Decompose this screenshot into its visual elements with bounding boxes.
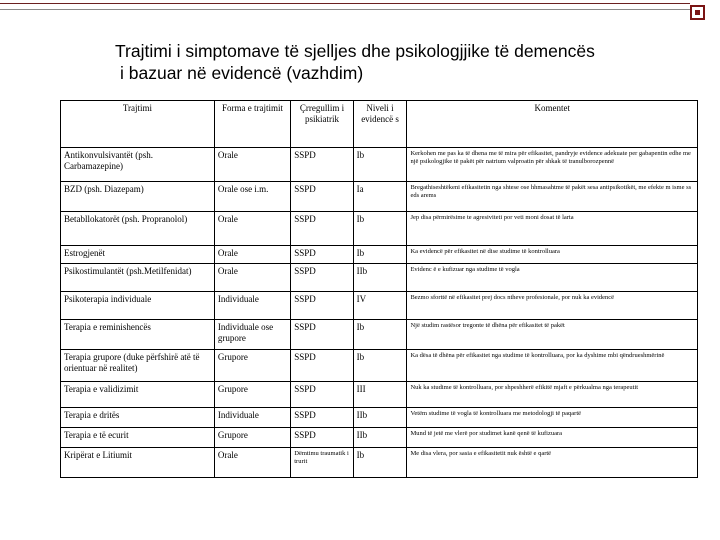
cell-niveli: IIb: [353, 408, 407, 428]
cell-forma: Orale: [214, 246, 290, 264]
cell-forma: Grupore: [214, 350, 290, 382]
slide-title-line-1: Trajtimi i simptomave të sjelljes dhe psikologjjike të demencës: [115, 41, 595, 61]
cell-forma: Grupore: [214, 428, 290, 448]
cell-crregullim: SSPD: [291, 408, 353, 428]
cell-trajtimi: Terapia e validizimit: [61, 382, 215, 408]
cell-trajtimi: Psikostimulantët (psh.Metilfenidat): [61, 264, 215, 292]
cell-komentet: Kerkohen me pas ka të dhena me të mira për efikasitet, pandryje evidence adekuate per gabapentin edhe me një psikologjike të pakët për natrium valproatin për shkak të tranulborozpennë: [407, 148, 698, 182]
cell-forma: Orale: [214, 448, 290, 478]
slide-title: [115, 40, 705, 84]
cell-trajtimi: BZD (psh. Diazepam): [61, 182, 215, 212]
top-rule: [0, 3, 690, 4]
cell-trajtimi: Terapia e reminishencës: [61, 320, 215, 350]
cell-trajtimi: Psikoterapia individuale: [61, 292, 215, 320]
cell-niveli: Ib: [353, 246, 407, 264]
table-row: [61, 292, 698, 320]
table-row: [61, 264, 698, 292]
header-trajtimi: Trajtimi: [61, 101, 215, 148]
cell-trajtimi: Terapia e të ecurit: [61, 428, 215, 448]
table-row: [61, 448, 698, 478]
table-header-row: [61, 101, 698, 148]
cell-komentet: Një studim rastësor tregonte të dhëna për efikasitet të pakët: [407, 320, 698, 350]
cell-niveli: Ib: [353, 148, 407, 182]
header-forma: Forma e trajtimit: [214, 101, 290, 148]
corner-square-inner: [695, 10, 700, 15]
cell-niveli: Ia: [353, 182, 407, 212]
cell-niveli: III: [353, 382, 407, 408]
cell-forma: Individuale: [214, 408, 290, 428]
cell-komentet: Nuk ka studime të kontrolluara, por shpeshherë efikitë mjaft e përkualma nga terapeutit: [407, 382, 698, 408]
cell-forma: Individuale: [214, 292, 290, 320]
slide-title-line-2: i bazuar në evidencë (vazhdim): [120, 63, 364, 83]
table-row: [61, 148, 698, 182]
cell-crregullim: SSPD: [291, 320, 353, 350]
table-row: [61, 382, 698, 408]
table-row: [61, 350, 698, 382]
cell-crregullim: SSPD: [291, 212, 353, 246]
cell-crregullim: SSPD: [291, 350, 353, 382]
cell-komentet: Vetëm studime të vogla të kontrolluara me metodologji të paqartë: [407, 408, 698, 428]
slide-corner-square-icon: [690, 5, 705, 20]
cell-crregullim: SSPD: [291, 292, 353, 320]
cell-forma: Orale: [214, 148, 290, 182]
cell-crregullim: SSPD: [291, 182, 353, 212]
header-komentet: Komentet: [407, 101, 698, 148]
cell-niveli: Ib: [353, 350, 407, 382]
cell-trajtimi: Antikonvulsivantët (psh. Carbamazepine): [61, 148, 215, 182]
table-row: [61, 428, 698, 448]
cell-trajtimi: Kripërat e Litiumit: [61, 448, 215, 478]
table-row: [61, 408, 698, 428]
cell-niveli: IIb: [353, 264, 407, 292]
cell-forma: Orale: [214, 264, 290, 292]
cell-komentet: Mund të jetë me vlerë por studimet kanë qenë të kufizuara: [407, 428, 698, 448]
cell-crregullim: SSPD: [291, 428, 353, 448]
cell-trajtimi: Estrogjenët: [61, 246, 215, 264]
cell-crregullim: Dëmtimu traumatik i trurit: [291, 448, 353, 478]
cell-komentet: Jep disa përmirësime te agresiviteti por veti moni dosat të larta: [407, 212, 698, 246]
cell-forma: Orale: [214, 212, 290, 246]
cell-komentet: Ka evidencë për efikasitet në dise studime të kontrolluara: [407, 246, 698, 264]
cell-komentet: Bezmo sforttë në efikasitet prej docs ntheve profesionale, por nuk ka evidencë: [407, 292, 698, 320]
slide-top-decoration: [0, 0, 720, 22]
cell-crregullim: SSPD: [291, 264, 353, 292]
treatment-evidence-table: [60, 100, 698, 478]
table-row: [61, 182, 698, 212]
cell-crregullim: SSPD: [291, 382, 353, 408]
cell-niveli: IIb: [353, 428, 407, 448]
cell-trajtimi: Betabllokatorët (psh. Propranolol): [61, 212, 215, 246]
table-row: [61, 246, 698, 264]
cell-forma: Grupore: [214, 382, 290, 408]
cell-niveli: Ib: [353, 212, 407, 246]
table-body: [61, 148, 698, 478]
cell-niveli: Ib: [353, 448, 407, 478]
cell-forma: Individuale ose grupore: [214, 320, 290, 350]
cell-komentet: Ka dësa të dhëna për efikasitet nga studime të kontrolluara, por ka dyshime mbi qëndrueshmërinë: [407, 350, 698, 382]
table-row: [61, 320, 698, 350]
header-crregullim: Çrregullim i psikiatrik: [291, 101, 353, 148]
cell-crregullim: SSPD: [291, 246, 353, 264]
cell-komentet: Evidenc ë e kufizuar nga studime të vogla: [407, 264, 698, 292]
cell-niveli: IV: [353, 292, 407, 320]
table-row: [61, 212, 698, 246]
cell-trajtimi: Terapia grupore (duke përfshirë atë të orientuar në realitet): [61, 350, 215, 382]
cell-crregullim: SSPD: [291, 148, 353, 182]
cell-forma: Orale ose i.m.: [214, 182, 290, 212]
cell-komentet: Me disa vlera, por sasia e efikasitetit nuk është e qartë: [407, 448, 698, 478]
cell-niveli: Ib: [353, 320, 407, 350]
top-rule-secondary: [0, 9, 690, 10]
cell-komentet: Bregathiseshtëkeni efikasitetin nga shtese ose hhmasahtme të pakët sesa antipsikotikët, me efekte m isme ss eds arems: [407, 182, 698, 212]
cell-trajtimi: Terapia e dritës: [61, 408, 215, 428]
header-niveli: Niveli i evidencë s: [353, 101, 407, 148]
